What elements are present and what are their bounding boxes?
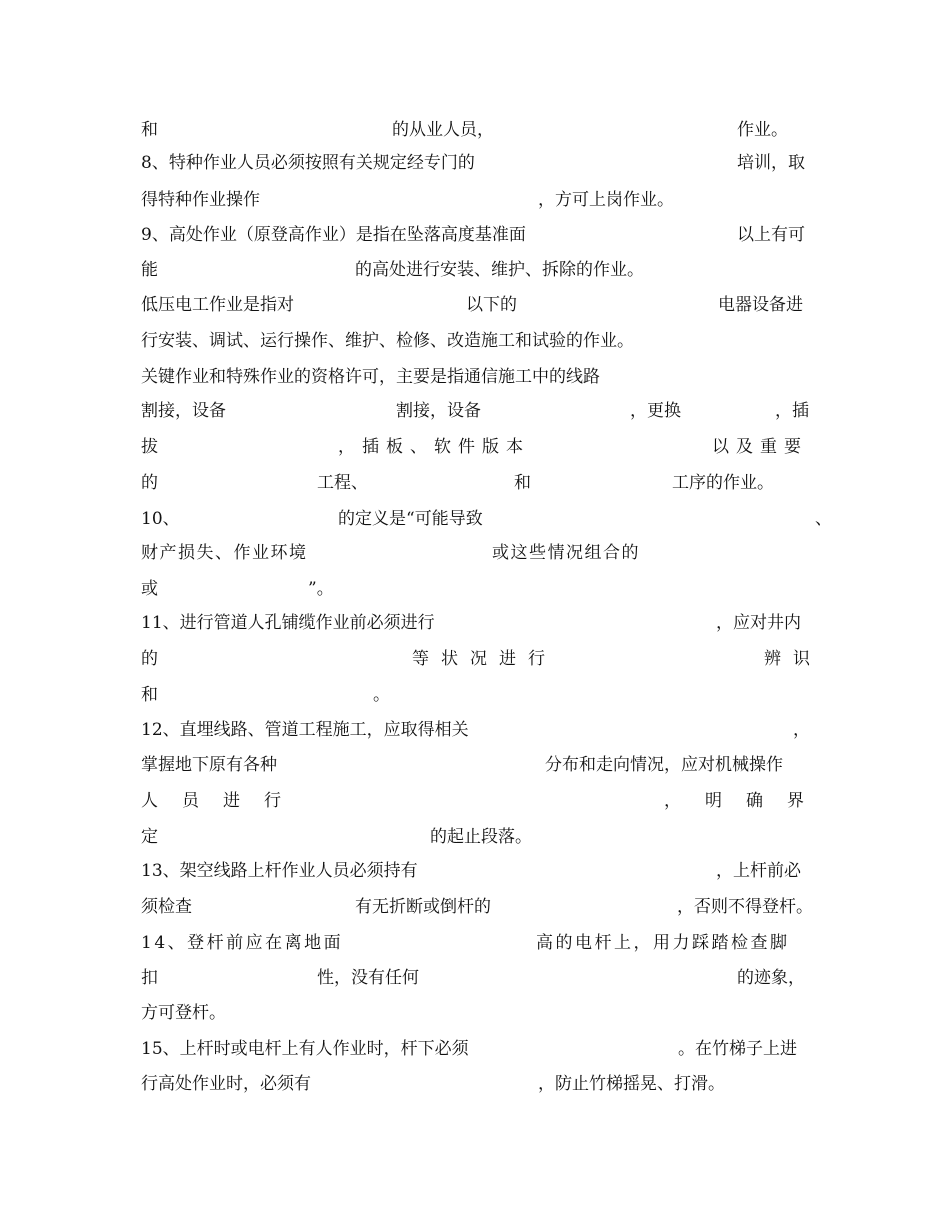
text-segment: 割接，设备 xyxy=(396,401,481,421)
text-segment: 10、 xyxy=(141,509,180,529)
text-segment: 15、上杆时或电杆上有人作业时，杆下必须 xyxy=(141,1039,469,1059)
text-segment: 的 xyxy=(141,649,158,669)
text-segment: 培训，取 xyxy=(737,153,805,173)
text-segment: 有无折断或倒杆的 xyxy=(355,897,491,917)
text-segment: 工程、 xyxy=(317,473,368,493)
text-segment: ，否则不得登杆。 xyxy=(677,897,813,917)
text-segment: 掌握地下原有各种 xyxy=(141,755,277,775)
text-segment: ，防止竹梯摇晃、打滑。 xyxy=(538,1074,725,1094)
text-segment: 人员进行 xyxy=(141,791,305,811)
text-segment: 以下的 xyxy=(466,295,517,315)
text-segment: 性，没有任何 xyxy=(317,968,419,988)
text-segment: 或 xyxy=(141,579,158,599)
text-segment: ，明确界 xyxy=(664,791,828,811)
text-segment: 能 xyxy=(141,260,158,280)
text-segment: 。在竹梯子上进 xyxy=(678,1039,797,1059)
text-segment: 13、架空线路上杆作业人员必须持有 xyxy=(141,861,418,881)
text-segment: 扣 xyxy=(141,968,158,988)
text-segment: 8、特种作业人员必须按照有关规定经专门的 xyxy=(141,153,475,173)
text-segment: 割接，设备 xyxy=(141,401,226,421)
text-segment: 和 xyxy=(141,685,158,705)
text-segment: 行安装、调试、运行操作、维护、检修、改造施工和试验的作业。 xyxy=(141,331,634,351)
text-segment: 低压电工作业是指对 xyxy=(141,295,294,315)
text-segment: 9、高处作业（原登高作业）是指在坠落高度基准面 xyxy=(141,225,526,245)
text-segment: 辨识 xyxy=(764,649,822,669)
text-segment: ，更换 xyxy=(630,401,681,421)
text-segment: 、 xyxy=(815,509,832,529)
text-segment: ，插板、软件版本 xyxy=(338,437,530,457)
text-segment: 的从业人员， xyxy=(392,120,494,140)
text-segment: 14、登杆前应在离地面 xyxy=(141,933,344,953)
text-segment: 的起止段落。 xyxy=(430,827,532,847)
text-segment: 行高处作业时，必须有 xyxy=(141,1074,311,1094)
text-segment: 财产损失、作业环境 xyxy=(141,543,308,563)
text-segment: 和 xyxy=(141,120,158,140)
text-segment: 以上有可 xyxy=(737,225,805,245)
text-segment: 拔 xyxy=(141,437,158,457)
text-segment: 得特种作业操作 xyxy=(141,190,260,210)
text-segment: ，上杆前必 xyxy=(716,861,801,881)
text-segment: 和 xyxy=(514,473,531,493)
text-segment: 12、直埋线路、管道工程施工，应取得相关 xyxy=(141,720,469,740)
text-segment: 的高处进行安装、维护、拆除的作业。 xyxy=(355,260,644,280)
text-segment: 的定义是“可能导致 xyxy=(338,509,483,529)
text-segment: ，插 xyxy=(775,401,809,421)
text-segment: ， xyxy=(793,720,810,740)
text-segment: 以及重要 xyxy=(712,437,808,457)
text-segment: 的 xyxy=(141,473,158,493)
text-segment: 电器设备进 xyxy=(718,295,803,315)
text-segment: 工序的作业。 xyxy=(672,473,774,493)
text-segment: ，应对井内 xyxy=(716,613,801,633)
text-segment: 须检查 xyxy=(141,897,192,917)
text-segment: ，方可上岗作业。 xyxy=(538,190,674,210)
text-segment: 或这些情况组合的 xyxy=(492,543,640,563)
text-segment: 定 xyxy=(141,827,158,847)
text-segment: 等状况进行 xyxy=(412,649,557,669)
text-segment: 的迹象， xyxy=(737,968,805,988)
text-segment: 作业。 xyxy=(737,120,788,140)
text-segment: 11、进行管道人孔铺缆作业前必须进行 xyxy=(141,613,435,633)
text-segment: 分布和走向情况，应对机械操作 xyxy=(545,755,783,775)
text-segment: 。 xyxy=(373,685,390,705)
text-segment: 高的电杆上，用力踩踏检查脚 xyxy=(536,933,790,953)
text-segment: ”。 xyxy=(308,579,334,599)
text-segment: 方可登杆。 xyxy=(141,1003,226,1023)
text-segment: 关键作业和特殊作业的资格许可，主要是指通信施工中的线路 xyxy=(141,367,600,387)
